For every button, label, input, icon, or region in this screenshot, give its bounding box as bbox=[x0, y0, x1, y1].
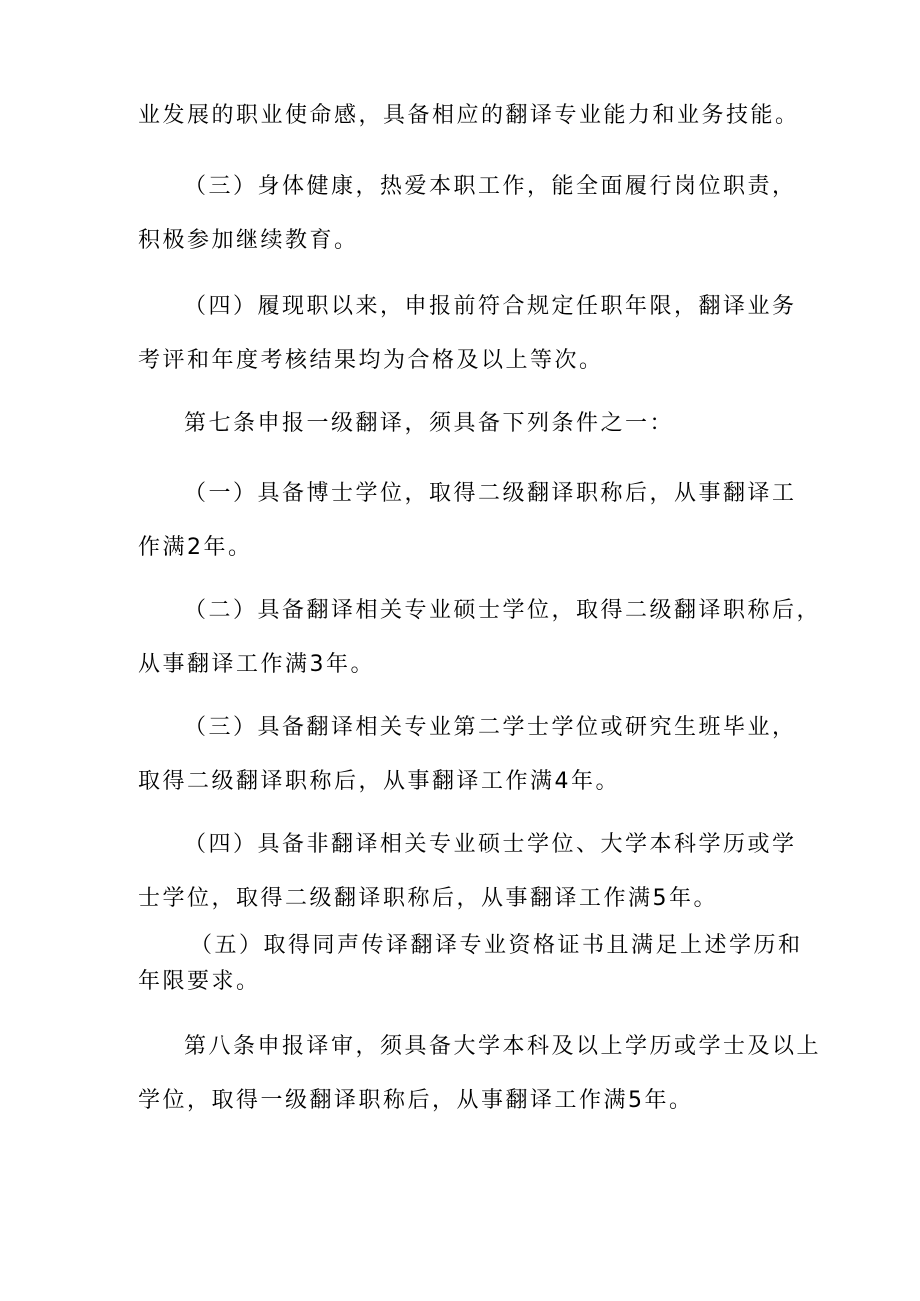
paragraph-a7-item-3 bbox=[138, 701, 797, 809]
text-line: 第七条申报一级翻译，须具备下列条件之一： bbox=[184, 411, 675, 436]
text-line: （四）履现职以来，申报前符合规定任职年限，翻译业务 bbox=[184, 294, 797, 319]
paragraph-a7-item-4 bbox=[138, 818, 797, 926]
text-line: 作满2年。 bbox=[138, 535, 253, 560]
text-line: 第八条申报译审，须具备大学本科及以上学历或学士及以上 bbox=[184, 1034, 822, 1059]
text-line: 学位，取得一级翻译职称后，从事翻译工作满5年。 bbox=[138, 1088, 694, 1113]
text-line: （三）身体健康，热爱本职工作，能全面履行岗位职责， bbox=[184, 174, 797, 199]
paragraph-a7-item-2 bbox=[138, 584, 822, 692]
paragraph-article-8 bbox=[138, 1020, 822, 1128]
paragraph-item-4 bbox=[138, 280, 797, 388]
paragraph-article-7 bbox=[138, 397, 788, 451]
text-line: 考评和年度考核结果均为合格及以上等次。 bbox=[138, 348, 604, 373]
text-line: 积极参加继续教育。 bbox=[138, 228, 359, 253]
text-line: （一）具备博士学位，取得二级翻译职称后，从事翻译工 bbox=[184, 481, 797, 506]
text-line: （三）具备翻译相关专业第二学士学位或研究生班毕业， bbox=[184, 715, 797, 740]
text-line: 从事翻译工作满3年。 bbox=[138, 652, 375, 677]
text-line: （二）具备翻译相关专业硕士学位，取得二级翻译职称后， bbox=[184, 598, 822, 623]
text-line: 年限要求。 bbox=[138, 969, 261, 994]
paragraph-continuation bbox=[138, 89, 800, 143]
text-line: 士学位，取得二级翻译职称后，从事翻译工作满5年。 bbox=[138, 886, 718, 911]
paragraph-a7-item-1 bbox=[138, 467, 797, 575]
text-line: （五）取得同声传译翻译专业资格证书且满足上述学历和 bbox=[190, 933, 803, 958]
paragraph-item-3 bbox=[138, 160, 797, 268]
text-line: 业发展的职业使命感，具备相应的翻译专业能力和业务技能。 bbox=[138, 103, 800, 128]
text-line: 取得二级翻译职称后，从事翻译工作满4年。 bbox=[138, 769, 620, 794]
text-line: （四）具备非翻译相关专业硕士学位、大学本科学历或学 bbox=[184, 832, 797, 857]
paragraph-a7-item-5 bbox=[138, 928, 803, 1000]
